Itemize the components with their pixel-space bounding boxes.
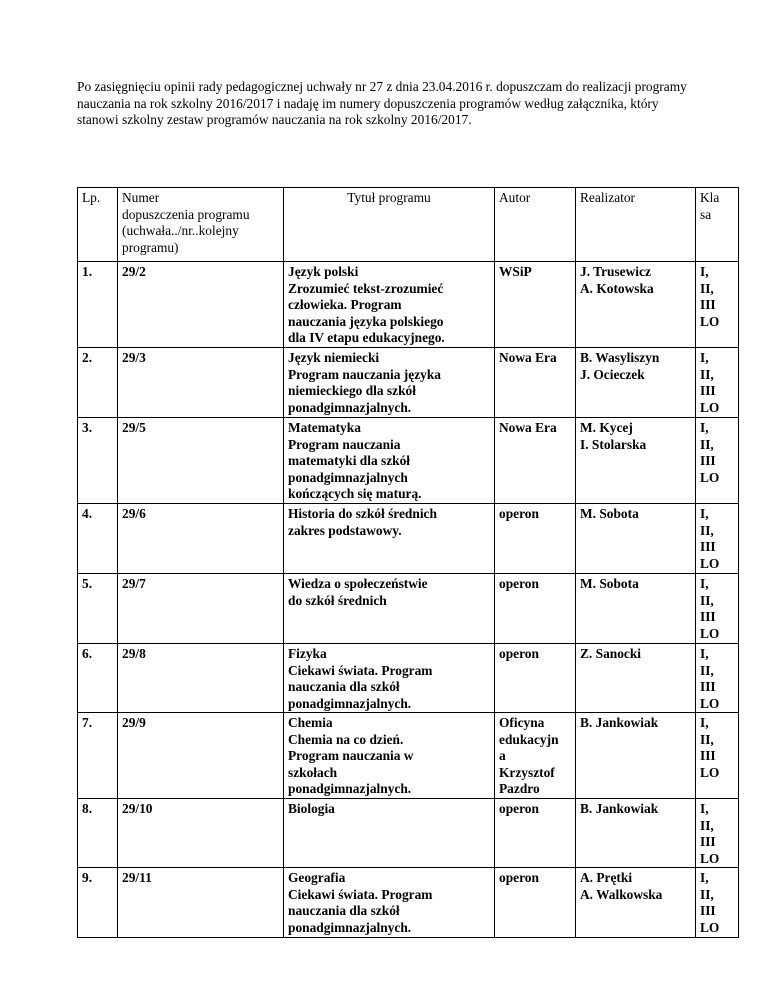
cell-realizator: B. Jankowiak: [576, 799, 696, 868]
table-row: [78, 504, 739, 574]
cell-realizator: M. Sobota: [576, 574, 696, 644]
cell-klasa: I, II, III LO: [696, 348, 739, 418]
cell-lp: 5.: [78, 574, 118, 644]
cell-tytul: Wiedza o społeczeństwie do szkół średnich: [284, 574, 495, 644]
cell-numer: 29/2: [118, 262, 284, 348]
cell-tytul: Język polski Zrozumieć tekst-zrozumieć człowieka. Program nauczania języka polskiego dla IV etapu edukacyjnego.: [284, 262, 495, 348]
cell-realizator: B. Wasyliszyn J. Ocieczek: [576, 348, 696, 418]
table-row: [78, 348, 739, 418]
table-row: [78, 644, 739, 713]
table-row: [78, 868, 739, 938]
table-row: [78, 799, 739, 868]
cell-autor: Nowa Era: [495, 348, 576, 418]
header-autor: Autor: [495, 188, 576, 262]
header-klasa: Kla sa: [696, 188, 739, 262]
cell-tytul: Matematyka Program nauczania matematyki dla szkół ponadgimnazjalnych kończących się maturą.: [284, 418, 495, 504]
cell-lp: 7.: [78, 713, 118, 799]
cell-realizator: Z. Sanocki: [576, 644, 696, 713]
cell-realizator: B. Jankowiak: [576, 713, 696, 799]
cell-klasa: I, II, III LO: [696, 713, 739, 799]
cell-klasa: I, II, III LO: [696, 504, 739, 574]
cell-tytul: Chemia Chemia na co dzień. Program nauczania w szkołach ponadgimnazjalnych.: [284, 713, 495, 799]
cell-numer: 29/3: [118, 348, 284, 418]
cell-klasa: I, II, III LO: [696, 799, 739, 868]
cell-numer: 29/5: [118, 418, 284, 504]
cell-numer: 29/8: [118, 644, 284, 713]
cell-tytul: Fizyka Ciekawi świata. Program nauczania dla szkół ponadgimnazjalnych.: [284, 644, 495, 713]
table-row: [78, 574, 739, 644]
cell-klasa: I, II, III LO: [696, 644, 739, 713]
cell-klasa: I, II, III LO: [696, 868, 739, 938]
cell-numer: 29/9: [118, 713, 284, 799]
header-lp: Lp.: [78, 188, 118, 262]
cell-autor: operon: [495, 868, 576, 938]
cell-tytul: Geografia Ciekawi świata. Program nauczania dla szkół ponadgimnazjalnych.: [284, 868, 495, 938]
cell-klasa: I, II, III LO: [696, 262, 739, 348]
cell-lp: 8.: [78, 799, 118, 868]
cell-numer: 29/10: [118, 799, 284, 868]
cell-lp: 3.: [78, 418, 118, 504]
cell-tytul: Język niemiecki Program nauczania języka niemieckiego dla szkół ponadgimnazjalnych.: [284, 348, 495, 418]
cell-numer: 29/6: [118, 504, 284, 574]
cell-klasa: I, II, III LO: [696, 574, 739, 644]
table-header-row: [78, 188, 739, 262]
cell-numer: 29/11: [118, 868, 284, 938]
header-tytul: Tytuł programu: [284, 188, 495, 262]
table-row: [78, 418, 739, 504]
table-row: [78, 713, 739, 799]
cell-realizator: J. Trusewicz A. Kotowska: [576, 262, 696, 348]
cell-realizator: M. Kycej I. Stolarska: [576, 418, 696, 504]
cell-numer: 29/7: [118, 574, 284, 644]
cell-tytul: Historia do szkół średnich zakres podstawowy.: [284, 504, 495, 574]
header-realizator: Realizator: [576, 188, 696, 262]
cell-autor: Oficyna edukacyjn a Krzysztof Pazdro: [495, 713, 576, 799]
cell-lp: 6.: [78, 644, 118, 713]
cell-lp: 2.: [78, 348, 118, 418]
header-numer: Numer dopuszczenia programu (uchwała../nr..kolejny programu): [118, 188, 284, 262]
cell-lp: 4.: [78, 504, 118, 574]
cell-autor: operon: [495, 504, 576, 574]
cell-autor: operon: [495, 574, 576, 644]
cell-autor: operon: [495, 799, 576, 868]
intro-paragraph: Po zasięgnięciu opinii rady pedagogicznej uchwały nr 27 z dnia 23.04.2016 r. dopuszczam do realizacji programy nauczania na rok szkolny 2016/2017 i nadaję im numery dopuszczenia programów według załącznika, który stanowi szkolny zestaw programów nauczania na rok szkolny 2016/2017.: [77, 79, 687, 127]
cell-autor: Nowa Era: [495, 418, 576, 504]
cell-autor: WSiP: [495, 262, 576, 348]
cell-tytul: Biologia: [284, 799, 495, 868]
cell-realizator: A. Prętki A. Walkowska: [576, 868, 696, 938]
programs-table: [77, 187, 739, 938]
cell-klasa: I, II, III LO: [696, 418, 739, 504]
table-row: [78, 262, 739, 348]
cell-realizator: M. Sobota: [576, 504, 696, 574]
cell-lp: 9.: [78, 868, 118, 938]
cell-lp: 1.: [78, 262, 118, 348]
cell-autor: operon: [495, 644, 576, 713]
